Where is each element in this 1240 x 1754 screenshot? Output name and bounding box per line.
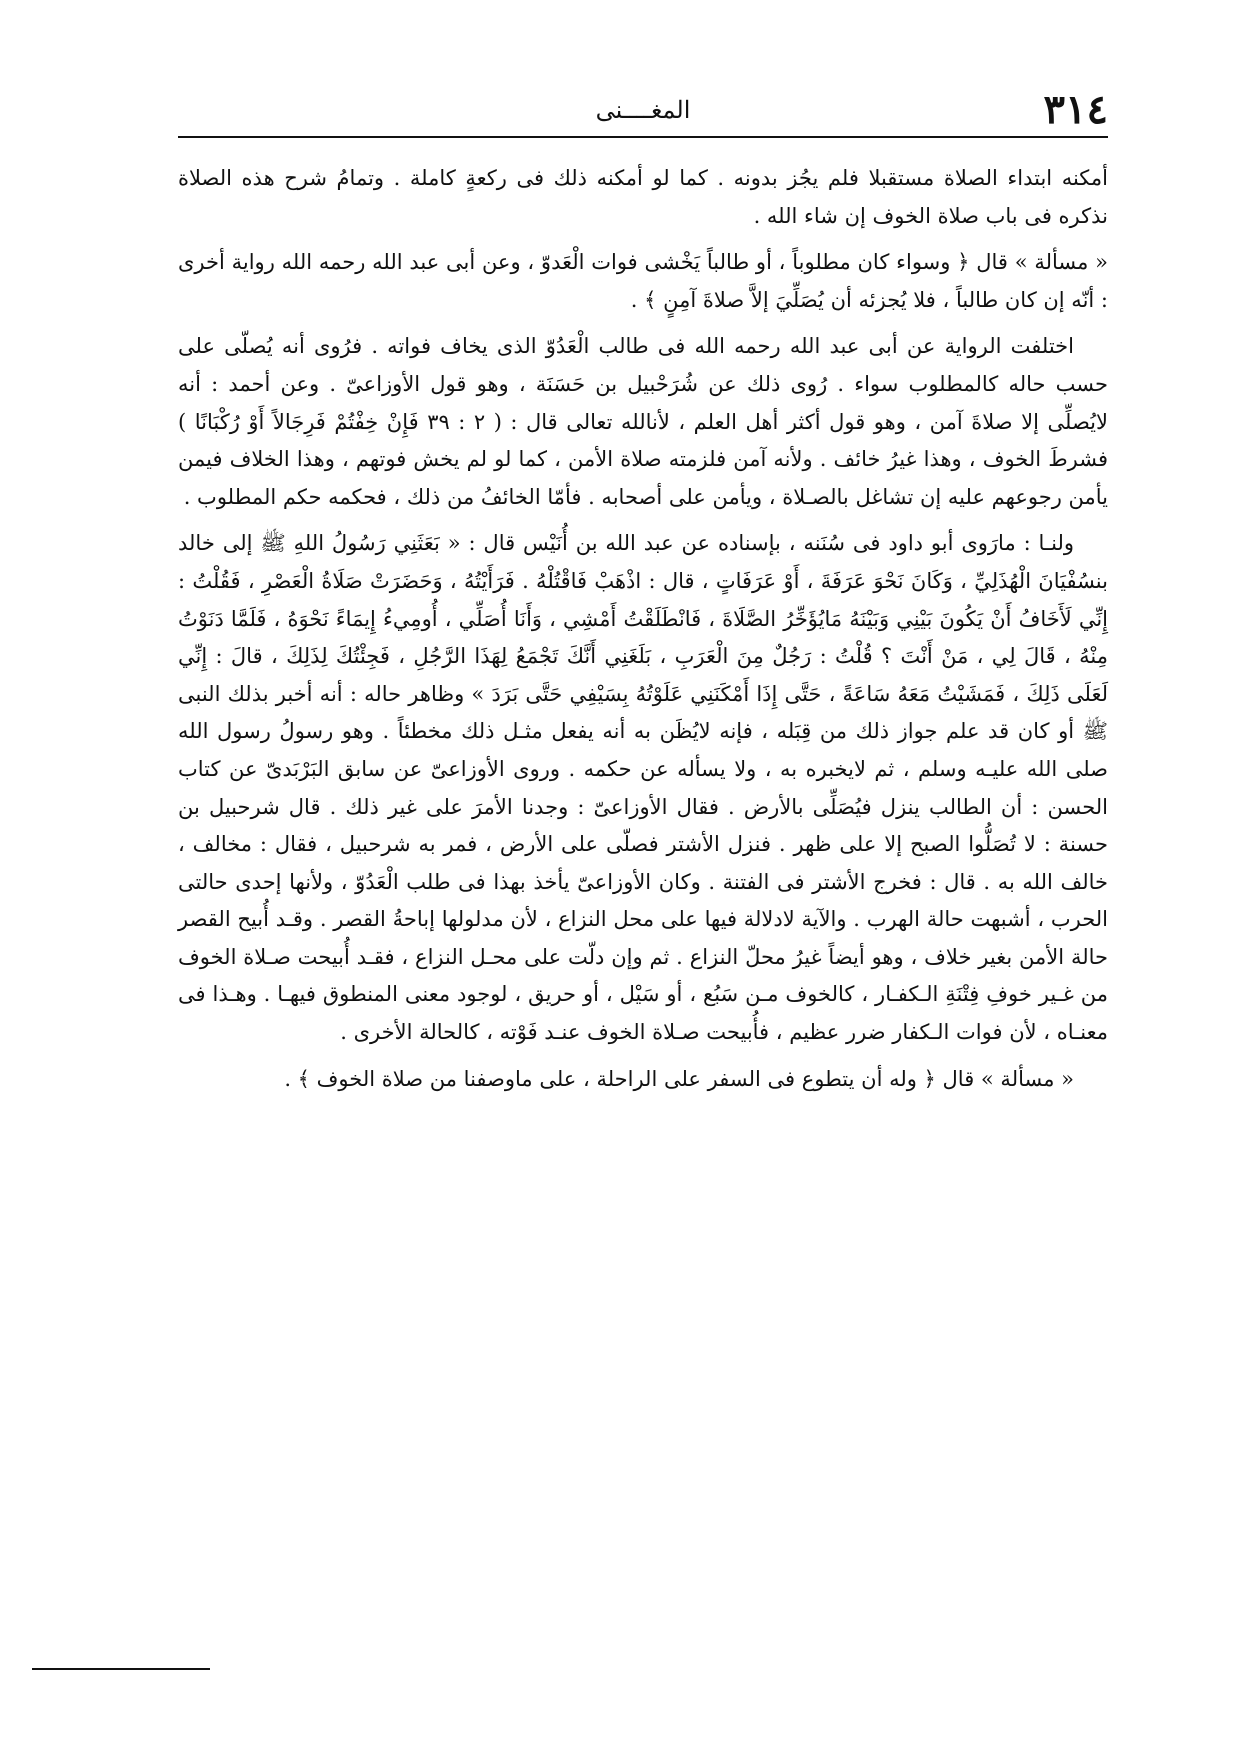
paragraph-continuation: أمكنه ابتداء الصلاة مستقبلا فلم يجُز بدونه . كما لو أمكنه ذلك فى ركعةٍ كاملة . وتمامُ شرح هذه الصلاة نذكره فى باب صلاة الخوف إن شاء الله . bbox=[178, 166, 1108, 228]
paragraph-masala-1: « مسألة » قال ﴿ وسواء كان مطلوباً ، أو طالباً يَخْشى فوات الْعَدوّ ، وعن أبى عبد الله رحمه الله رواية أخرى : أنّه إن كان طالباً ، فلا يُجزئه أن يُصَلِّيَ إلاَّ صلاةَ آمِنٍ ﴾ . bbox=[178, 250, 1108, 312]
footnote-divider bbox=[32, 1668, 210, 1670]
header-divider bbox=[178, 136, 1108, 138]
paragraph-evidence: ولنـا : مارَوى أبو داود فى سُنَنه ، بإسناده عن عبد الله بن أُنَيْس قال : « بَعَثَنِي رَسُولُ اللهِ ﷺ إلى خالد بنسُفْيَانَ الْهُذَلِيِّ ، وَكَانَ نَحْوَ عَرَفَةَ ، أَوْ عَرَفَاتٍ ، قال : اذْهَبْ فَاقْتُلْهُ . فَرَأَيْتُهُ ، وَحَضَرَتْ صَلَاةُ الْعَصْرِ ، فَقُلْتُ : إِنِّي لَأَخَافُ أَنْ يَكُونَ بَيْنِي وَبَيْنَهُ مَايُؤَخِّرُ الصَّلَاةَ ، فَانْطَلَقْتُ أَمْشِي ، وَأَنَا أُصَلِّي ، أُومِيءُ إِيمَاءً نَحْوَهُ ، فَلَمَّا دَنَوْتُ مِنْهُ ، قَالَ لِي ، مَنْ أَنْتَ ؟ قُلْتُ : رَجُلٌ مِنَ الْعَرَبِ ، بَلَغَنِي أَنَّكَ تَجْمَعُ لِهَذَا الرَّجُلِ ، فَجِئْتُكَ لِذَلِكَ ، قالَ : إِنِّي لَعَلَى ذَلِكَ ، فَمَشَيْتُ مَعَهُ سَاعَةً ، حَتَّى إِذَا أَمْكَنَنِي عَلَوْتُهُ بِسَيْفِي حَتَّى بَرَدَ » وظاهر حاله : أنه أخبر بذلك النبى ﷺ أو كان قد علم جواز ذلك من قِبَله ، فإنه لايُظَن به أنه يفعل مثـل ذلك مخطئاً . وهو رسولُ رسول الله صلى الله عليـه وسلم ، ثم لايخبره به ، ولا يسأله عن حكمه . وروى الأوزاعىّ عن سابق البَرْبَدىّ عن كتاب الحسن : أن الطالب ينزل فيُصَلِّى بالأرض . فقال الأوزاعىّ : وجدنا الأمرَ على غير ذلك . قال شرحبيل بن حسنة : لا تُصَلُّوا الصبح إلا على ظهر . فنزل الأشتر فصلّى على الأرض ، فمر به شرحبيل ، فقال : مخالف ، خالف الله به . قال : فخرج الأشتر فى الفتنة . وكان الأوزاعىّ يأخذ بهذا فى طلب الْعَدُوّ ، ولأنها إحدى حالتى الحرب ، أشبهت حالة الهرب . والآية لادلالة فيها على محل النزاع ، لأن مدلولها إباحةُ القصر . وقـد أُبيح القصر حالة الأمن بغير خلاف ، وهو أيضاً غيرُ محلّ النزاع . ثم وإن دلّت على محـل النزاع ، فقـد أُبيحت صـلاة الخوف من غـير خوفِ فِتْنَةِ الـكفـار ، كالخوف مـن سَبُع ، أو سَيْل ، أو حريق ، لوجود معنى المنطوق فيهـا . وهـذا فى معنـاه ، لأن فوات الـكفار ضرر عظيم ، فأُبيحت صـلاة الخوف عنـد فَوْته ، كالحالة الأخرى . bbox=[178, 531, 1109, 1045]
main-text bbox=[178, 160, 1108, 1098]
page-header bbox=[178, 86, 1108, 134]
paragraph-masala-2: « مسألة » قال ﴿ وله أن يتطوع فى السفر على الراحلة ، على ماوصفنا من صلاة الخوف ﴾ . bbox=[284, 1066, 1074, 1091]
paragraph-commentary: اختلفت الرواية عن أبى عبد الله رحمه الله فى طالب الْعَدُوّ الذى يخاف فواته . فرُوى أنه يُصلّى على حسب حاله كالمطلوب سواء . رُوى ذلك عن شُرَحْبيل بن حَسَنَة ، وهو قول الأوزاعىّ . وعن أحمد : أنه لايُصلِّى إلا صلاةَ آمن ، وهو قول أكثر أهل العلم ، لأنالله تعالى قال : ( ٢ : ٣٩ فَإِنْ خِفْتُمْ فَرِجَالاً أَوْ رُكْبَانًا ) فشرطَ الخوف ، وهذا غيرُ خائف . ولأنه آمن فلزمته صلاة الأمن ، كما لو لم يخش فوتهم ، وهذا الخلاف فيمن يأمن رجوعهم عليه إن تشاغل بالصـلاة ، ويأمن على أصحابه . فأمّا الخائفُ من ذلك ، فحكمه حكم المطلوب . bbox=[178, 334, 1108, 509]
page-number: ٣١٤ bbox=[1043, 86, 1108, 133]
running-title: المغــــنى bbox=[595, 96, 691, 124]
